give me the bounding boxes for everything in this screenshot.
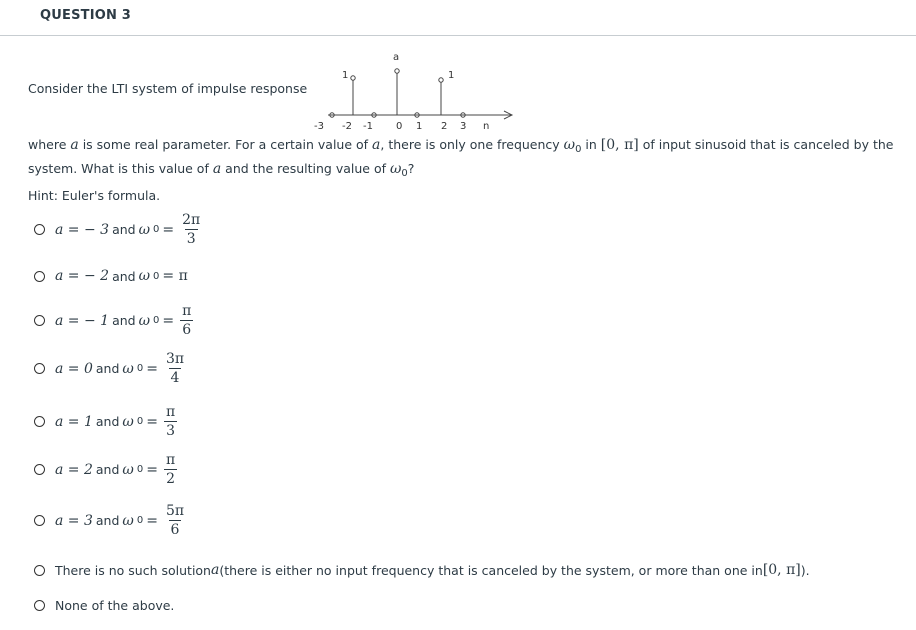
radio-button[interactable] bbox=[34, 600, 45, 611]
axis-label: -1 bbox=[363, 121, 373, 132]
impulse-response-sketch bbox=[300, 40, 520, 135]
fraction: $\frac{5\pi}{6}$ bbox=[165, 503, 185, 538]
answer-option[interactable]: a = − 2 and ω 0 = π bbox=[34, 268, 188, 284]
axis-label: 1 bbox=[416, 121, 423, 132]
axis-label: n bbox=[483, 121, 490, 132]
stem-label: 1 bbox=[342, 70, 349, 81]
fraction: $\frac{\pi}{3}$ bbox=[165, 404, 176, 439]
question-intro: Consider the LTI system of impulse response bbox=[28, 81, 308, 96]
axis-label: 3 bbox=[460, 121, 467, 132]
stem-label: a bbox=[393, 52, 400, 63]
answer-option[interactable]: a = 1 and ω 0 = $\frac{\pi}{3}$ bbox=[34, 404, 177, 439]
fraction: $\frac{3\pi}{4}$ bbox=[165, 351, 185, 386]
answer-option[interactable]: None of the above. bbox=[34, 598, 174, 613]
axis-label: 0 bbox=[396, 121, 403, 132]
question-text-line2: system. What is this value of a and the resulting value of $\omega_0$? bbox=[28, 161, 415, 179]
question-hint: Hint: Euler's formula. bbox=[28, 188, 161, 203]
answer-option[interactable]: a = 2 and ω 0 = $\frac{\pi}{2}$ bbox=[34, 452, 177, 487]
radio-button[interactable] bbox=[34, 464, 45, 475]
answer-option[interactable]: a = − 3 and ω 0 = $\frac{2\pi}{3}$ bbox=[34, 212, 202, 247]
fraction: $\frac{\pi}{6}$ bbox=[182, 303, 192, 338]
axis-label: -3 bbox=[314, 121, 324, 132]
answer-option[interactable]: a = 0 and ω 0 = $\frac{3\pi}{4}$ bbox=[34, 351, 186, 386]
radio-button[interactable] bbox=[34, 416, 45, 427]
radio-button[interactable] bbox=[34, 515, 45, 526]
axis-label: -2 bbox=[342, 121, 352, 132]
answer-option[interactable]: There is no such solution a (there is either no input frequency that is canceled by the system, or more than one in [0, π] ). bbox=[34, 562, 810, 578]
radio-button[interactable] bbox=[34, 363, 45, 374]
axis-label: 2 bbox=[441, 121, 448, 132]
fraction: $\frac{\pi}{2}$ bbox=[165, 452, 176, 487]
radio-button[interactable] bbox=[34, 565, 45, 576]
question-text-line1: where a is some real parameter. For a certain value of a, there is only one frequency $\omega_0$ in [0, π] of input sinusoid that is canceled by the bbox=[28, 137, 894, 155]
radio-button[interactable] bbox=[34, 271, 45, 282]
stem-label: 1 bbox=[448, 70, 455, 81]
fraction: $\frac{2\pi}{3}$ bbox=[182, 212, 201, 247]
answer-option[interactable]: a = − 1 and ω 0 = $\frac{\pi}{6}$ bbox=[34, 303, 193, 338]
radio-button[interactable] bbox=[34, 224, 45, 235]
question-header bbox=[0, 0, 916, 36]
answer-option[interactable]: a = 3 and ω 0 = $\frac{5\pi}{6}$ bbox=[34, 503, 186, 538]
question-title: QUESTION 3 bbox=[40, 8, 132, 23]
radio-button[interactable] bbox=[34, 315, 45, 326]
